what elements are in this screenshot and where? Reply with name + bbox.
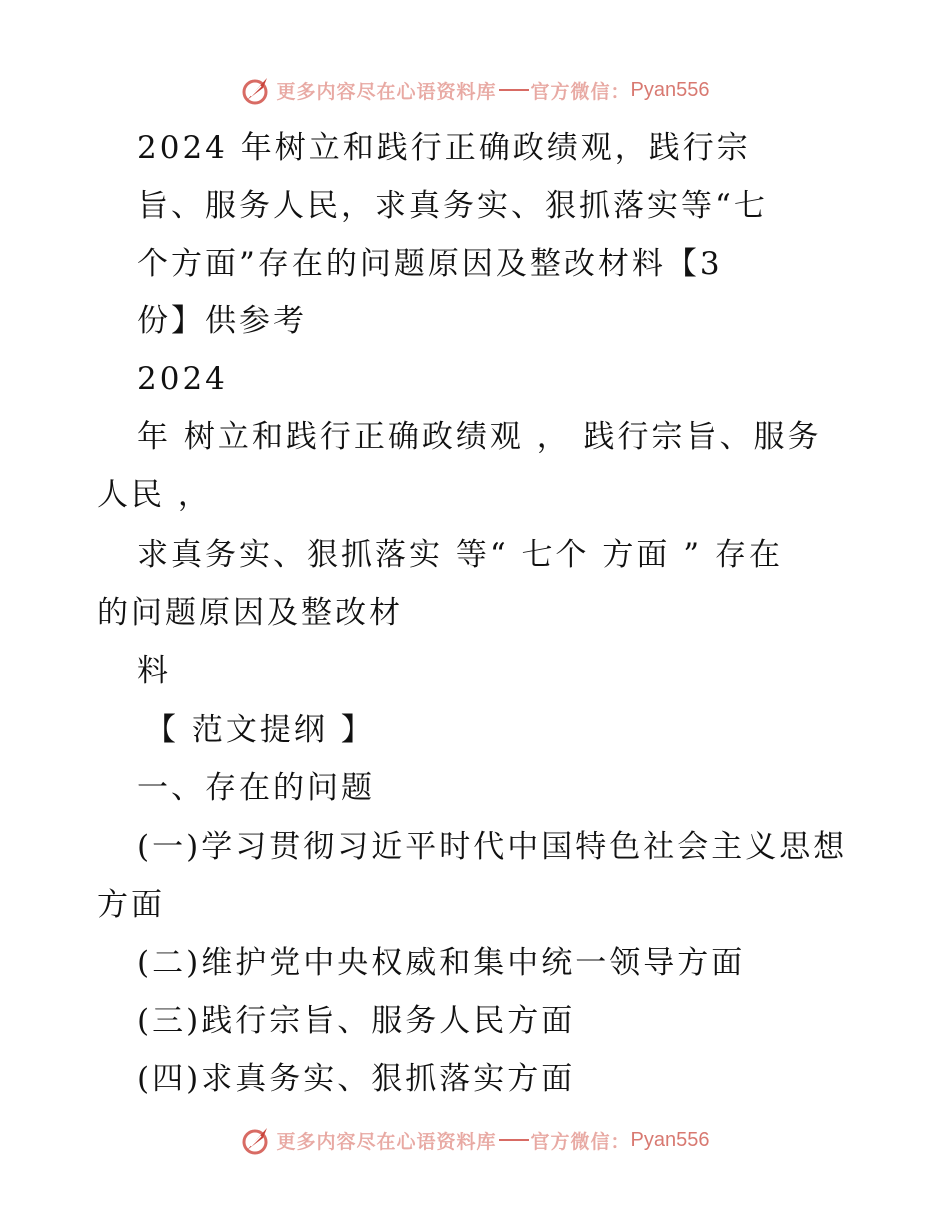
title-line-4: 份】供参考 <box>137 303 307 339</box>
watermark-separator <box>499 1139 529 1141</box>
watermark-wechat-id: Pyan556 <box>630 78 710 101</box>
list-item-1 <box>137 829 848 865</box>
subtitle-line-3: 人民 ， <box>97 477 212 513</box>
list-item-label: (三) <box>137 1003 202 1039</box>
watermark-separator <box>499 89 529 91</box>
watermark-text: 更多内容尽在心语资料库 <box>276 1130 497 1153</box>
list-item-text: 践行宗旨、服务人民方面 <box>201 1003 576 1039</box>
list-item-label: (四) <box>137 1061 202 1097</box>
subtitle-line-2: 年 树立和践行正确政绩观 ， 践行宗旨、服务 <box>137 419 822 455</box>
list-item-text: 求真务实、狠抓落实方面 <box>201 1061 576 1097</box>
list-item-4 <box>137 1061 576 1097</box>
list-item-text: 学习贯彻习近平时代中国特色社会主义思想 <box>201 829 848 865</box>
section-heading: 一、存在的问题 <box>137 770 375 806</box>
title-line-2: 旨、服务人民，求真务实、狠抓落实等“七 <box>137 188 768 224</box>
watermark-footer <box>0 1120 950 1160</box>
watermark-wechat-label: 官方微信： <box>530 1130 631 1153</box>
watermark-header <box>0 70 950 110</box>
subtitle-line-4: 求真务实、狠抓落实 等“ 七个 方面 ” 存在 <box>137 537 783 573</box>
list-item-1-continuation: 方面 <box>97 887 165 923</box>
list-item-label: (二) <box>137 945 202 981</box>
title-line-3: 个方面”存在的问题原因及整改材料【3 <box>137 246 723 282</box>
quill-logo-icon <box>241 1124 273 1156</box>
subtitle-line-1: 2024 <box>137 361 228 397</box>
title-line-1: 2024 年树立和践行正确政绩观，践行宗 <box>137 130 751 166</box>
watermark-wechat-id: Pyan556 <box>630 1128 710 1151</box>
subtitle-line-5: 的问题原因及整改材 <box>97 595 403 631</box>
list-item-label: (一) <box>137 829 202 865</box>
watermark-text: 更多内容尽在心语资料库 <box>276 80 497 103</box>
list-item-2 <box>137 945 746 981</box>
watermark-wechat-label: 官方微信： <box>530 80 631 103</box>
list-item-3 <box>137 1003 576 1039</box>
list-item-text: 维护党中央权威和集中统一领导方面 <box>201 945 746 981</box>
subtitle-line-6: 料 <box>137 653 171 689</box>
quill-logo-icon <box>241 74 273 106</box>
outline-heading: 【 范文提纲 】 <box>145 712 375 748</box>
